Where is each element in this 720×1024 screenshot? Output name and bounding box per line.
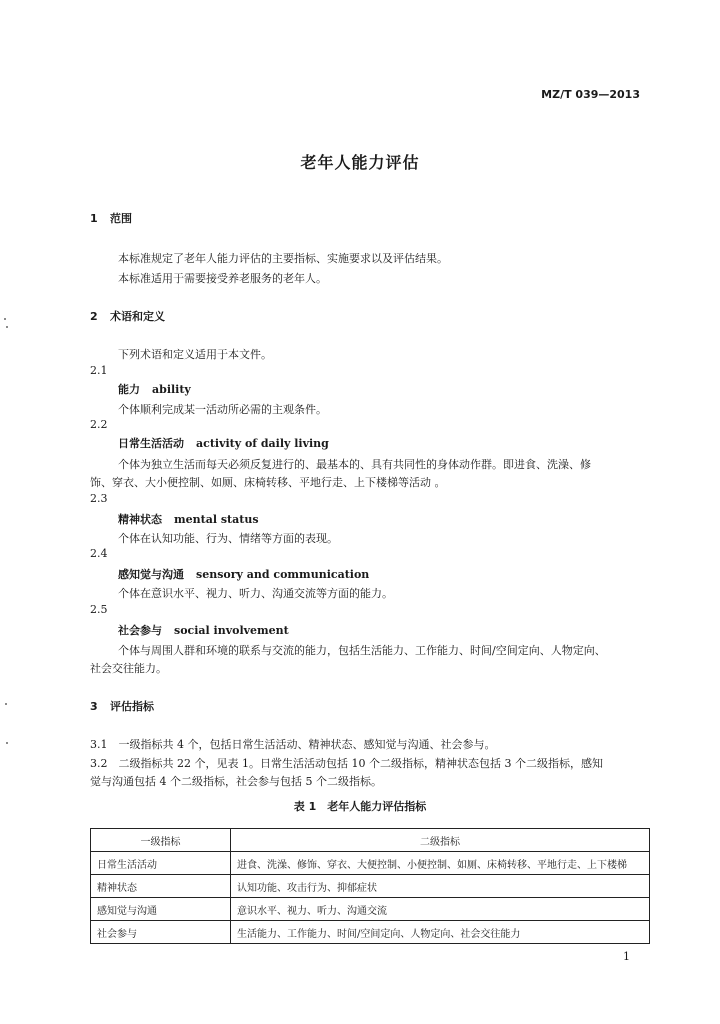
document-title: 老年人能力评估 bbox=[300, 153, 420, 172]
paragraph: 本标准适用于需要接受养老服务的老年人。 bbox=[118, 272, 327, 285]
primary-indicator-cell: 感知觉与沟通 bbox=[91, 898, 231, 921]
table-header-cell: 二级指标 bbox=[231, 829, 650, 852]
term-2-4 bbox=[118, 566, 369, 582]
standard-number: MZ/T 039—2013 bbox=[541, 88, 640, 101]
paragraph: 3.1 一级指标共 4 个，包括日常生活活动、精神状态、感知觉与沟通、社会参与。 bbox=[90, 738, 496, 751]
term-definition: 个体顺利完成某一活动所必需的主观条件。 bbox=[118, 403, 327, 416]
scan-speck bbox=[5, 703, 7, 705]
term-definition: 社会交往能力。 bbox=[90, 662, 167, 675]
section-title: 评估指标 bbox=[110, 700, 154, 713]
paragraph: 3.2 二级指标共 22 个，见表 1。日常生活活动包括 10 个二级指标，精神状态包括 3 个二级指标，感知 bbox=[90, 757, 603, 770]
primary-indicator-cell: 精神状态 bbox=[91, 875, 231, 898]
secondary-indicator-cell: 意识水平、视力、听力、沟通交流 bbox=[231, 898, 650, 921]
section-2-heading bbox=[90, 308, 165, 324]
section-number: 1 bbox=[90, 212, 98, 225]
table-row bbox=[91, 898, 650, 921]
term-number: 2.5 bbox=[90, 603, 108, 616]
term-en: mental status bbox=[174, 513, 259, 526]
term-number: 2.3 bbox=[90, 492, 108, 505]
primary-indicator-cell: 社会参与 bbox=[91, 921, 231, 944]
term-zh: 能力 bbox=[118, 383, 140, 396]
secondary-indicator-cell: 生活能力、工作能力、时间/空间定向、人物定向、社会交往能力 bbox=[231, 921, 650, 944]
term-2-2 bbox=[118, 435, 329, 451]
indicator-table bbox=[90, 828, 650, 944]
table-row bbox=[91, 852, 650, 875]
term-zh: 日常生活活动 bbox=[118, 437, 184, 450]
term-en: social involvement bbox=[174, 624, 289, 637]
table-header-row bbox=[91, 829, 650, 852]
section-title: 术语和定义 bbox=[110, 310, 165, 323]
table-row bbox=[91, 875, 650, 898]
term-en: ability bbox=[152, 383, 191, 396]
scan-speck bbox=[6, 326, 8, 328]
term-definition: 饰、穿衣、大小便控制、如厕、床椅转移、平地行走、上下楼梯等活动 。 bbox=[90, 476, 446, 489]
term-2-3 bbox=[118, 511, 259, 527]
term-zh: 精神状态 bbox=[118, 513, 162, 526]
term-number: 2.4 bbox=[90, 547, 108, 560]
table-title: 表 1 老年人能力评估指标 bbox=[293, 800, 427, 813]
term-definition: 个体为独立生活而每天必须反复进行的、最基本的、具有共同性的身体动作群。即进食、洗澡、修 bbox=[118, 458, 591, 471]
section-3-heading bbox=[90, 698, 154, 714]
section-number: 3 bbox=[90, 700, 98, 713]
term-en: sensory and communication bbox=[196, 568, 370, 581]
term-number: 2.1 bbox=[90, 364, 108, 377]
paragraph: 觉与沟通包括 4 个二级指标，社会参与包括 5 个二级指标。 bbox=[90, 775, 382, 788]
term-number: 2.2 bbox=[90, 418, 108, 431]
section-number: 2 bbox=[90, 310, 98, 323]
page-number: 1 bbox=[623, 950, 630, 963]
term-zh: 感知觉与沟通 bbox=[118, 568, 184, 581]
scan-speck bbox=[4, 318, 6, 320]
table-header-cell: 一级指标 bbox=[91, 829, 231, 852]
term-definition: 个体在意识水平、视力、听力、沟通交流等方面的能力。 bbox=[118, 587, 393, 600]
term-definition: 个体在认知功能、行为、情绪等方面的表现。 bbox=[118, 532, 338, 545]
secondary-indicator-cell: 进食、洗澡、修饰、穿衣、大便控制、小便控制、如厕、床椅转移、平地行走、上下楼梯 bbox=[231, 852, 650, 875]
section-1-heading bbox=[90, 210, 132, 226]
term-2-1 bbox=[118, 381, 191, 397]
primary-indicator-cell: 日常生活活动 bbox=[91, 852, 231, 875]
secondary-indicator-cell: 认知功能、攻击行为、抑郁症状 bbox=[231, 875, 650, 898]
term-2-5 bbox=[118, 622, 289, 638]
scan-speck bbox=[6, 742, 8, 744]
table-row bbox=[91, 921, 650, 944]
paragraph: 下列术语和定义适用于本文件。 bbox=[118, 348, 272, 361]
term-definition: 个体与周围人群和环境的联系与交流的能力，包括生活能力、工作能力、时间/空间定向、人物定向、 bbox=[118, 644, 606, 657]
section-title: 范围 bbox=[110, 212, 132, 225]
term-zh: 社会参与 bbox=[118, 624, 162, 637]
paragraph: 本标准规定了老年人能力评估的主要指标、实施要求以及评估结果。 bbox=[118, 252, 448, 265]
term-en: activity of daily living bbox=[196, 437, 329, 450]
